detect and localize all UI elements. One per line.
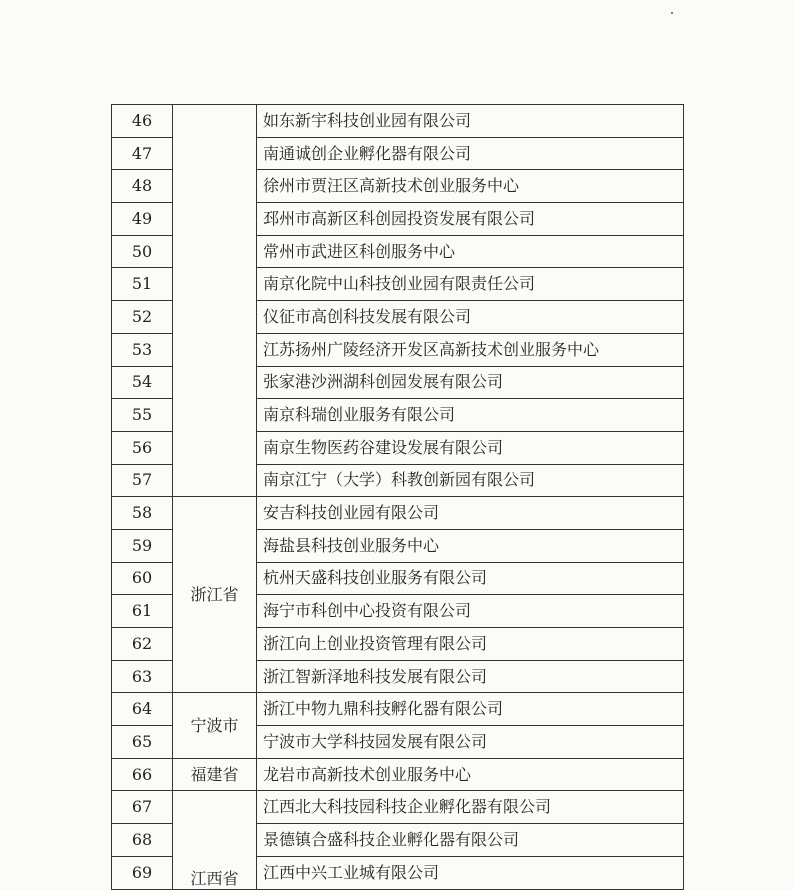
province-label-jiangxi: 江西省 bbox=[190, 868, 239, 888]
province-cell-jiangsu bbox=[173, 105, 257, 497]
table-row bbox=[112, 105, 684, 138]
organization-name: 常州市武进区科创服务中心 bbox=[257, 235, 684, 268]
organization-name: 江西北大科技园科技企业孵化器有限公司 bbox=[257, 791, 684, 824]
row-number: 56 bbox=[112, 431, 173, 464]
province-cell-fujian: 福建省 bbox=[173, 758, 257, 791]
row-number: 64 bbox=[112, 693, 173, 726]
organization-name: 南通诚创企业孵化器有限公司 bbox=[257, 137, 684, 170]
organization-name: 杭州天盛科技创业服务有限公司 bbox=[257, 562, 684, 595]
organization-name: 海宁市科创中心投资有限公司 bbox=[257, 595, 684, 628]
organization-name: 海盐县科技创业服务中心 bbox=[257, 529, 684, 562]
organization-name: 南京生物医药谷建设发展有限公司 bbox=[257, 431, 684, 464]
organization-name: 浙江向上创业投资管理有限公司 bbox=[257, 628, 684, 661]
organization-name: 浙江智新泽地科技发展有限公司 bbox=[257, 660, 684, 693]
organization-name: 景德镇合盛科技企业孵化器有限公司 bbox=[257, 824, 684, 857]
row-number: 47 bbox=[112, 137, 173, 170]
row-number: 46 bbox=[112, 105, 173, 138]
organization-name: 龙岩市高新技术创业服务中心 bbox=[257, 758, 684, 791]
organization-name: 张家港沙洲湖科创园发展有限公司 bbox=[257, 366, 684, 399]
organization-name: 如东新宇科技创业园有限公司 bbox=[257, 105, 684, 138]
row-number: 57 bbox=[112, 464, 173, 497]
row-number: 52 bbox=[112, 301, 173, 334]
organization-name: 南京江宁（大学）科教创新园有限公司 bbox=[257, 464, 684, 497]
organization-name: 江西中兴工业城有限公司 bbox=[257, 856, 684, 889]
table-row bbox=[112, 693, 684, 726]
province-cell-ningbo: 宁波市 bbox=[173, 693, 257, 758]
organization-name: 江苏扬州广陵经济开发区高新技术创业服务中心 bbox=[257, 333, 684, 366]
organization-name: 浙江中物九鼎科技孵化器有限公司 bbox=[257, 693, 684, 726]
row-number: 54 bbox=[112, 366, 173, 399]
row-number: 62 bbox=[112, 628, 173, 661]
organization-name: 邳州市高新区科创园投资发展有限公司 bbox=[257, 203, 684, 236]
row-number: 61 bbox=[112, 595, 173, 628]
row-number: 48 bbox=[112, 170, 173, 203]
incubator-table bbox=[111, 104, 684, 890]
row-number: 66 bbox=[112, 758, 173, 791]
row-number: 65 bbox=[112, 726, 173, 759]
row-number: 49 bbox=[112, 203, 173, 236]
table-row bbox=[112, 497, 684, 530]
row-number: 53 bbox=[112, 333, 173, 366]
province-cell-jiangxi bbox=[173, 791, 257, 889]
organization-name: 宁波市大学科技园发展有限公司 bbox=[257, 726, 684, 759]
row-number: 55 bbox=[112, 399, 173, 432]
row-number: 51 bbox=[112, 268, 173, 301]
row-number: 67 bbox=[112, 791, 173, 824]
row-number: 58 bbox=[112, 497, 173, 530]
row-number: 69 bbox=[112, 856, 173, 889]
province-cell-zhejiang: 浙江省 bbox=[173, 497, 257, 693]
row-number: 50 bbox=[112, 235, 173, 268]
table-row bbox=[112, 758, 684, 791]
organization-name: 南京科瑞创业服务有限公司 bbox=[257, 399, 684, 432]
row-number: 60 bbox=[112, 562, 173, 595]
organization-name: 南京化院中山科技创业园有限责任公司 bbox=[257, 268, 684, 301]
row-number: 68 bbox=[112, 824, 173, 857]
table-row bbox=[112, 791, 684, 824]
organization-name: 仪征市高创科技发展有限公司 bbox=[257, 301, 684, 334]
organization-name: 安吉科技创业园有限公司 bbox=[257, 497, 684, 530]
scan-speck bbox=[671, 12, 673, 14]
organization-name: 徐州市贾汪区高新技术创业服务中心 bbox=[257, 170, 684, 203]
row-number: 59 bbox=[112, 529, 173, 562]
row-number: 63 bbox=[112, 660, 173, 693]
